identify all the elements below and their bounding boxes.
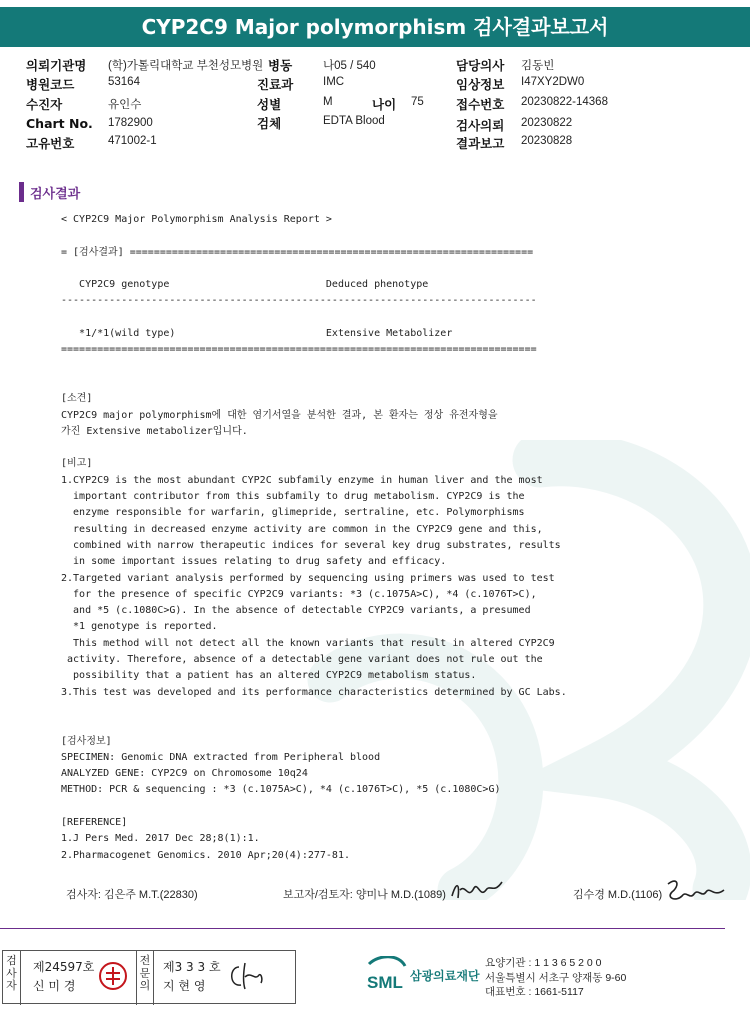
value-institution: (학)가톨릭대학교 부천성모병원 (108, 60, 264, 72)
report-line: This method will not detect all the known variants that result in altered CYP2C9 (61, 637, 555, 649)
address: 서울특별시 서초구 양재동 9-60 (485, 971, 627, 984)
label-age: 나이 (372, 97, 397, 112)
report-line: 가진 Extensive metabolizer입니다. (61, 425, 248, 437)
org-name: 삼광의료재단 (410, 969, 480, 983)
report-line: *1/*1(wild type) Extensive Metabolizer (61, 328, 453, 340)
report-line: CYP2C9 major polymorphism에 대한 염기서열을 분석한 결과, 본 환자는 정상 유전자형을 (61, 409, 498, 421)
report-line (61, 261, 567, 277)
doctor-signature: 김수경 M.D.(1106) (573, 889, 663, 901)
report-line: possibility that a patient has an altered CYP2C9 metabolism status. (61, 670, 477, 682)
label-receipt-no: 접수번호 (456, 97, 505, 112)
value-report-date: 20230828 (521, 135, 573, 147)
label-specimen: 검체 (257, 116, 282, 131)
report-line: 1.J Pers Med. 2017 Dec 28;8(1):1. (61, 833, 260, 845)
report-line: important contributor from this subfamily to drug metabolism. CYP2C9 is the (61, 491, 525, 503)
report-line: *1 genotype is reported. (61, 621, 218, 633)
specialist-signature-icon (225, 961, 265, 993)
license-box (2, 950, 296, 1004)
report-line: 2.Targeted variant analysis performed by sequencing using primers was used to test (61, 572, 555, 584)
report-line: SPECIMEN: Genomic DNA extracted from Peripheral blood (61, 751, 381, 763)
report-line (61, 799, 567, 815)
report-line: 3.This test was developed and its performance characteristics determined by GC Labs. (61, 686, 567, 698)
report-line (61, 359, 567, 375)
report-line: [소견] (61, 393, 93, 405)
value-doctor: 김동빈 (521, 60, 555, 72)
value-ward: 나05 / 540 (323, 60, 376, 72)
box1-values: 제24597호 신 미 경 (33, 960, 95, 993)
label-institution: 의뢰기관명 (26, 58, 87, 73)
section-heading (19, 182, 80, 202)
report-line (61, 717, 567, 733)
value-sex: M (323, 96, 333, 108)
report-line: combined with narrow therapeutic indices for several key drug substrates, results (61, 539, 561, 551)
report-line (61, 228, 567, 244)
label-clinical-info: 임상정보 (456, 77, 505, 92)
label-ward: 병동 (268, 58, 293, 73)
sml-logo-icon (365, 956, 409, 996)
value-receipt-no: 20230822-14368 (521, 96, 608, 108)
report-line: activity. Therefore, absence of a detectable gene variant does not rule out the (61, 654, 543, 666)
report-line: 2.Pharmacogenet Genomics. 2010 Apr;20(4):277-81. (61, 849, 350, 861)
report-line (61, 375, 567, 391)
label-department: 진료과 (257, 77, 294, 92)
seal-stamp-icon (98, 961, 128, 991)
label-request-date: 검사의뢰 (456, 118, 505, 133)
value-age: 75 (411, 96, 424, 108)
report-line: and *5 (c.1080C>G). In the absence of detectable CYP2C9 variants, a presumed (61, 605, 531, 617)
value-hospital-code: 53164 (108, 76, 140, 88)
value-unique-no: 471002-1 (108, 135, 157, 147)
reporter-signature: 보고자/검토자: 양미나 M.D.(1089) (283, 889, 446, 901)
report-line: in some important issues relating to drug safety and efficacy. (61, 556, 447, 568)
svg-text:SML: SML (367, 973, 403, 992)
institution-code: 요양기관 : 1 1 3 6 5 2 0 0 (485, 957, 602, 969)
report-line (61, 440, 567, 456)
report-line: ------------------------------------------------------------------------------- (61, 295, 537, 307)
label-sex: 성별 (257, 97, 282, 112)
section-bar (19, 182, 24, 202)
value-clinical-info: I47XY2DW0 (521, 76, 585, 88)
report-line (61, 701, 567, 717)
value-request-date: 20230822 (521, 117, 573, 129)
report-line: [검사정보] (61, 735, 112, 747)
label-unique-no: 고유번호 (26, 136, 75, 151)
box1-label: 검 사 자 (3, 951, 21, 1005)
value-department: IMC (323, 76, 345, 88)
label-chart-no: Chart No. (26, 116, 93, 131)
report-line: ANALYZED GENE: CYP2C9 on Chromosome 10q24 (61, 768, 308, 780)
label-patient: 수진자 (26, 97, 63, 112)
report-body (61, 212, 567, 864)
report-line: [REFERENCE] (61, 816, 128, 828)
reporter-signature-icon (450, 878, 505, 904)
report-line: resulting in decreased enzyme activity are common in the CYP2C9 gene and this, (61, 523, 543, 535)
doctor-signature-icon (664, 876, 726, 906)
report-line: enzyme responsible for warfarin, glimepride, sertraline, etc. Polymorphisms (61, 507, 525, 519)
value-chart-no: 1782900 (108, 117, 153, 129)
report-line: CYP2C9 genotype Deduced phenotype (61, 279, 429, 291)
report-line: METHOD: PCR & sequencing : *3 (c.1075A>C), *4 (c.1076T>C), *5 (c.1080C>G) (61, 784, 501, 796)
label-report-date: 결과보고 (456, 136, 505, 151)
report-line: = [검사결과] =================================================================== (61, 246, 534, 258)
contact-info (485, 956, 626, 1000)
box2-label: 전 문 의 (136, 951, 154, 1005)
label-doctor: 담당의사 (456, 58, 505, 73)
label-hospital-code: 병원코드 (26, 77, 75, 92)
value-patient: 유인수 (108, 99, 142, 111)
phone: 대표번호 : 1661-5117 (485, 986, 584, 998)
report-line: [비고] (61, 458, 93, 470)
box2-values: 제3 3 3 호 지 현 영 (163, 960, 221, 993)
report-line (61, 310, 567, 326)
report-line: for the presence of specific CYP2C9 variants: *3 (c.1075A>C), *4 (c.1076T>C), (61, 588, 537, 600)
value-specimen: EDTA Blood (323, 115, 385, 127)
report-title: CYP2C9 Major polymorphism 검사결과보고서 (0, 7, 750, 47)
section-title: 검사결과 (30, 186, 81, 202)
tester-signature: 검사자: 김은주 M.T.(22830) (66, 889, 198, 901)
report-line: 1.CYP2C9 is the most abundant CYP2C subfamily enzyme in human liver and the most (61, 474, 543, 486)
report-line: < CYP2C9 Major Polymorphism Analysis Report > (61, 214, 332, 225)
footer-divider (0, 928, 725, 929)
report-line: =============================================================================== (61, 344, 537, 356)
